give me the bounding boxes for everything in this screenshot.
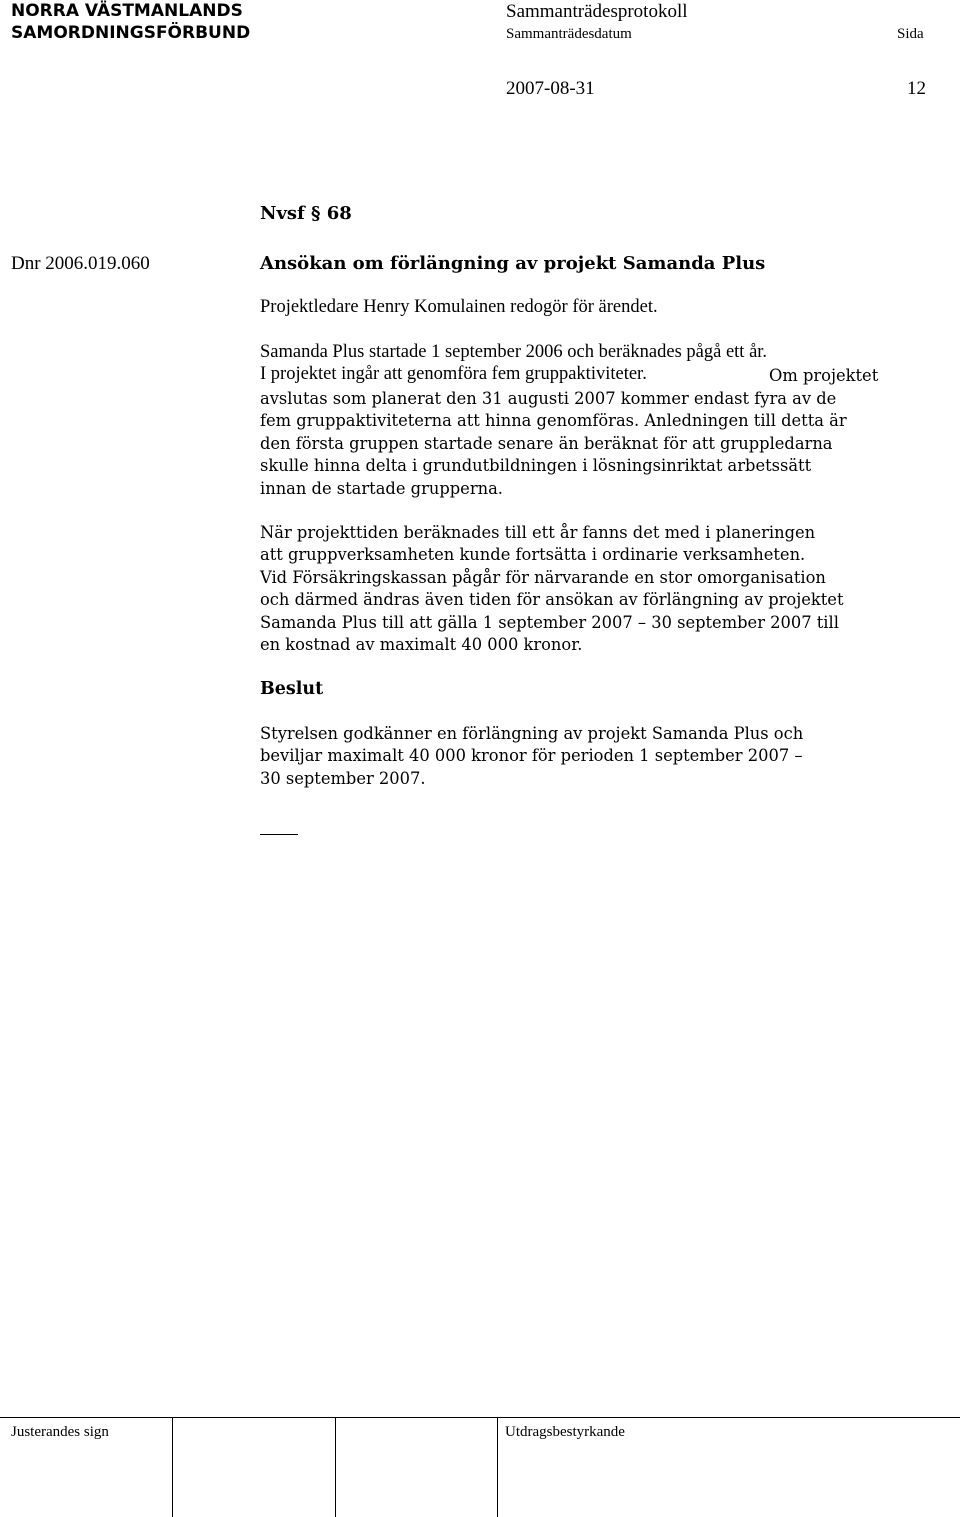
paragraph-1-line-1: Samanda Plus startade 1 september 2006 och beräknades pågå ett år. <box>260 342 768 362</box>
decision-line-1: Styrelsen godkänner en förlängning av projekt Samanda Plus och <box>260 724 804 743</box>
paragraph-2-body <box>260 522 930 656</box>
paragraph-1-line-2 <box>260 364 647 385</box>
footer-divider-1 <box>172 1417 173 1517</box>
section-title: Ansökan om förlängning av projekt Samanda Plus <box>260 253 766 274</box>
paragraph-1-body <box>260 388 930 500</box>
paragraph-2-line-2: att gruppverksamheten kunde fortsätta i ordinarie verksamheten. <box>260 545 806 565</box>
paragraph-1-line-3: avslutas som planerat den 31 augusti 2007 kommer endast fyra av de <box>260 389 837 408</box>
paragraph-1-line-4: fem gruppaktiviteterna att hinna genomföras. Anledningen till detta är <box>260 411 847 431</box>
dnr-number: Dnr 2006.019.060 <box>11 253 150 274</box>
org-name-line2: SAMORDNINGSFÖRBUND <box>11 23 251 43</box>
paragraph-1-line-2b: Om projektet <box>769 366 879 385</box>
page-label: Sida <box>897 26 924 42</box>
paragraph-1-line-5: den första gruppen startade senare än beräknat för att gruppledarna <box>260 433 833 453</box>
extract-label: Utdragsbestyrkande <box>505 1424 625 1440</box>
org-name-line1: NORRA VÄSTMANLANDS <box>11 1 243 21</box>
paragraph-2-line-5: Samanda Plus till att gälla 1 september 2007 – 30 september 2007 till <box>260 612 839 632</box>
paragraph-2-line-6: en kostnad av maximalt 40 000 kronor. <box>260 635 583 655</box>
meeting-date: 2007-08-31 <box>506 78 595 99</box>
paragraph-2-line-3: Vid Försäkringskassan pågår för närvarande en stor omorganisation <box>260 567 826 587</box>
date-label: Sammanträdesdatum <box>506 26 632 42</box>
decision-body <box>260 723 930 790</box>
footer-divider-2 <box>335 1417 336 1517</box>
paragraph-2-line-1: När projekttiden beräknades till ett år fanns det med i planeringen <box>260 523 816 542</box>
paragraph-1-line-7: innan de startade grupperna. <box>260 478 503 498</box>
intro-text: Projektledare Henry Komulainen redogör för ärendet. <box>260 297 658 317</box>
section-number: Nvsf § 68 <box>260 203 352 224</box>
document-type: Sammanträdesprotokoll <box>506 1 688 22</box>
end-mark-rule <box>260 834 298 835</box>
footer-top-rule <box>0 1417 960 1418</box>
sign-label: Justerandes sign <box>11 1424 109 1440</box>
paragraph-2-line-4: och därmed ändras även tiden för ansökan av förlängning av projektet <box>260 590 844 610</box>
paragraph-1-line-6: skulle hinna delta i grundutbildningen i lösningsinriktat arbetssätt <box>260 456 812 476</box>
page-number: 12 <box>907 78 926 99</box>
decision-line-3: 30 september 2007. <box>260 768 426 788</box>
decision-heading: Beslut <box>260 679 324 699</box>
decision-line-2: beviljar maximalt 40 000 kronor för perioden 1 september 2007 – <box>260 746 803 766</box>
footer-divider-3 <box>497 1417 498 1517</box>
paragraph-1-line-2-text: I projektet ingår att genomföra fem gruppaktiviteter. <box>260 364 647 384</box>
